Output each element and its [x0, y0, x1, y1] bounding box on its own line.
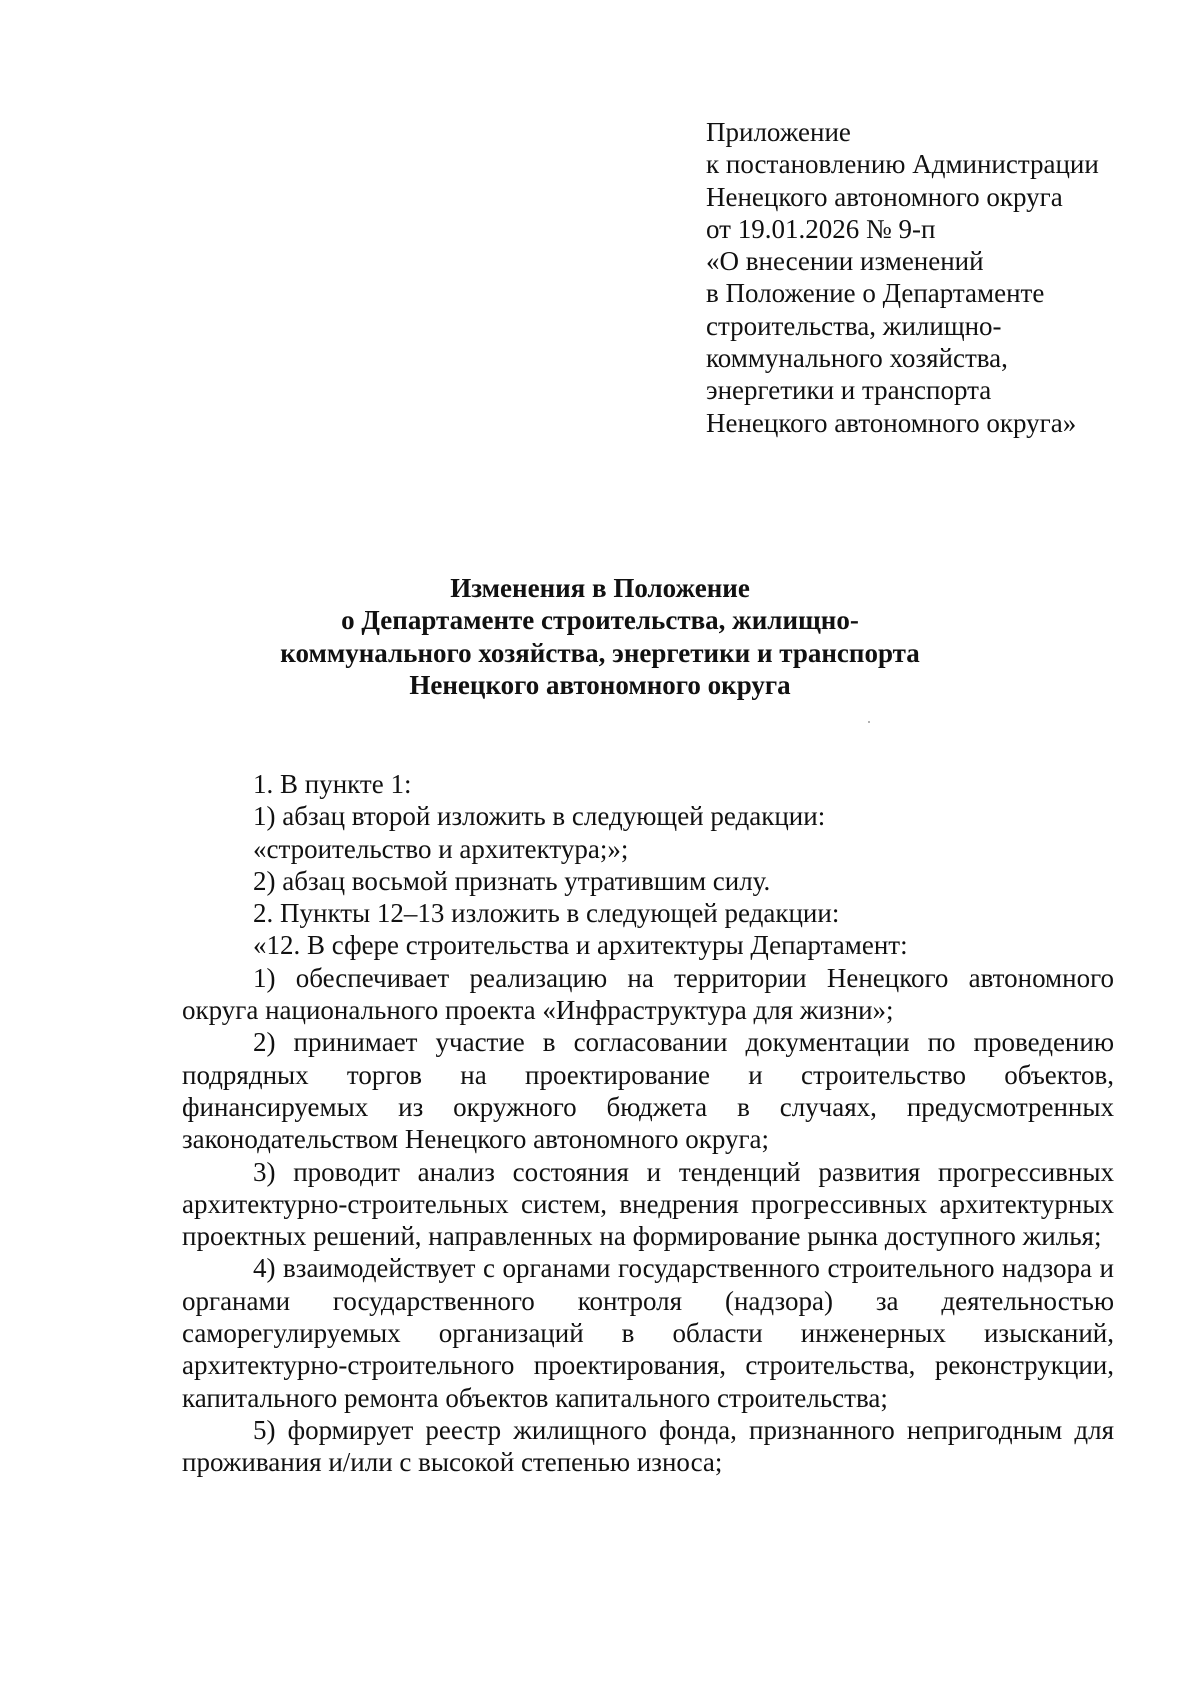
document-body	[182, 768, 1114, 1479]
title-line: Ненецкого автономного округа	[409, 669, 791, 700]
paragraph: 2) принимает участие в согласовании документации по проведению подрядных торгов на проектирование и строительство объектов, финансируемых из окружного бюджета в случаях, предусмотренных законодательством Ненецкого автономного округа;	[182, 1027, 1114, 1155]
paragraph: 1) абзац второй изложить в следующей редакции:	[253, 801, 826, 832]
appendix-block	[706, 116, 1176, 439]
appendix-line: от 19.01.2026 № 9-п	[706, 213, 936, 244]
appendix-line: к постановлению Администрации	[706, 149, 1099, 180]
paragraph: 2. Пункты 12–13 изложить в следующей редакции:	[253, 898, 840, 929]
paragraph: 4) взаимодействует с органами государственного строительного надзора и органами государственного контроля (надзора) за деятельностью саморегулируемых организаций в области инженерных изысканий, архитектурно-строительного проектирования, строительства, реконструкции, капитального ремонта объектов капитального строительства;	[182, 1253, 1114, 1413]
paragraph: 2) абзац восьмой признать утратившим силу.	[253, 865, 771, 896]
title-line: коммунального хозяйства, энергетики и транспорта	[280, 637, 920, 668]
paragraph: 3) проводит анализ состояния и тенденций развития прогрессивных архитектурно-строительных систем, внедрения прогрессивных архитектурных проектных решений, направленных на формирование рынка доступного жилья;	[182, 1156, 1114, 1252]
paragraph: «строительство и архитектура;»;	[253, 833, 629, 864]
appendix-line: «О внесении изменений	[706, 246, 984, 277]
appendix-line: Приложение	[706, 117, 851, 147]
document-title	[160, 572, 1040, 701]
title-line: Изменения в Положение	[450, 573, 750, 603]
appendix-line: строительства, жилищно-	[706, 310, 1002, 341]
paragraph: 5) формирует реестр жилищного фонда, признанного непригодным для проживания и/или с высокой степенью износа;	[182, 1414, 1114, 1478]
appendix-line: энергетики и транспорта	[706, 375, 992, 406]
appendix-line: Ненецкого автономного округа»	[706, 407, 1077, 438]
appendix-line: коммунального хозяйства,	[706, 343, 1008, 374]
title-line: о Департаменте строительства, жилищно-	[341, 605, 859, 636]
paragraph: 1) обеспечивает реализацию на территории Ненецкого автономного округа национального проекта «Инфраструктура для жизни»;	[182, 962, 1114, 1026]
paragraph: «12. В сфере строительства и архитектуры Департамент:	[253, 930, 908, 961]
appendix-line: Ненецкого автономного округа	[706, 181, 1063, 212]
scan-artifact-dot	[868, 721, 870, 723]
appendix-line: в Положение о Департаменте	[706, 278, 1045, 309]
paragraph: 1. В пункте 1:	[253, 769, 412, 799]
